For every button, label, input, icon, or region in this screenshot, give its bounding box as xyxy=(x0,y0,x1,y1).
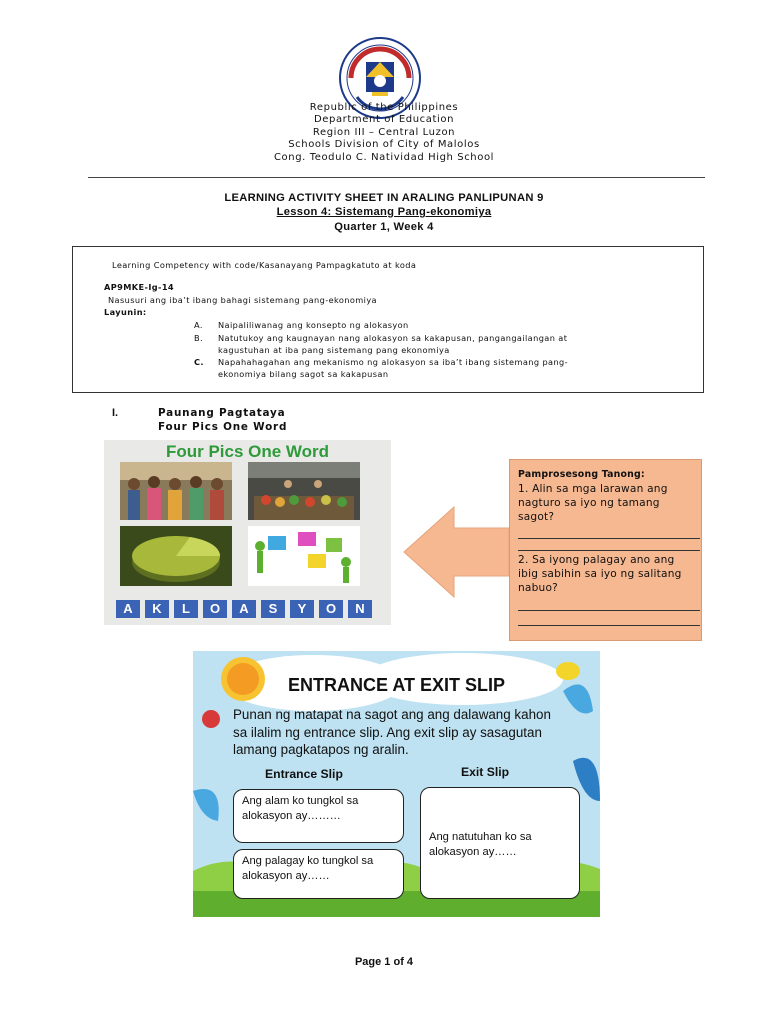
letter-tile: K xyxy=(145,600,169,618)
letter-tile: L xyxy=(174,600,198,618)
letter-tile: A xyxy=(116,600,140,618)
header-region: Region III – Central Luzon xyxy=(312,127,456,138)
entrance-slip-box-know[interactable] xyxy=(233,789,404,843)
objective-letter-c: C. xyxy=(194,357,204,367)
question-1-line2: nagturo sa iyo ng tamang xyxy=(518,497,660,509)
header-divider xyxy=(88,177,705,178)
objective-c-line1: Napahahagahan ang mekanismo ng alokasyon sa iba’t ibang sistemang pang- xyxy=(218,357,569,367)
four-pics-panel xyxy=(104,440,391,625)
header-division: Schools Division of City of Malolos xyxy=(288,139,480,150)
slip-instruction-line: lamang pagkatapos ng aralin. xyxy=(233,742,409,757)
slip-box-line: Ang natutuhan ko sa xyxy=(429,831,532,843)
question-2-line2: ibig sabihin sa iyo ng salitang xyxy=(518,568,682,580)
entrance-slip-box-opinion[interactable] xyxy=(233,849,404,899)
letter-tile: O xyxy=(203,600,227,618)
letter-tile: O xyxy=(319,600,343,618)
questions-box xyxy=(509,459,702,641)
header-republic: Republic of the Philippines xyxy=(309,102,459,113)
question-1-line3: sagot? xyxy=(518,511,555,523)
left-arrow-icon xyxy=(402,506,510,598)
objective-letter-b: B. xyxy=(194,333,204,343)
entrance-slip-label: Entrance Slip xyxy=(265,767,343,781)
page-number: Page 1 of 4 xyxy=(354,956,414,968)
letter-tile: S xyxy=(261,600,285,618)
slip-box-line: alokasyon ay……… xyxy=(242,810,341,822)
entrance-exit-slip xyxy=(193,651,600,917)
exit-slip-label: Exit Slip xyxy=(461,765,510,779)
questions-heading: Pamprosesong Tanong: xyxy=(518,469,645,480)
lesson-title: Lesson 4: Sistemang Pang-ekonomiya xyxy=(276,206,492,218)
slip-instruction-line: sa ilalim ng entrance slip. Ang exit slip ay sasagutan xyxy=(233,724,542,740)
header-school: Cong. Teodulo C. Natividad High School xyxy=(273,152,495,163)
puzzle-people-photo xyxy=(248,526,360,586)
question-1-line1: 1. Alin sa mga larawan ang xyxy=(518,483,668,495)
section-title-block xyxy=(158,406,287,434)
letter-tile: N xyxy=(348,600,372,618)
header-department: Department of Education xyxy=(313,114,455,125)
answer-line xyxy=(518,538,700,539)
sheet-title: LEARNING ACTIVITY SHEET IN ARALING PANLIPUNAN 9 xyxy=(224,192,544,204)
crowd-photo xyxy=(120,462,232,520)
slip-instructions xyxy=(233,706,573,759)
answer-line xyxy=(518,550,700,551)
competency-description: Nasusuri ang iba’t ibang bahagi sistemang pang-ekonomiya xyxy=(108,295,377,305)
section-title: Paunang Pagtataya xyxy=(158,407,286,419)
quarter-week: Quarter 1, Week 4 xyxy=(334,221,434,233)
question-2-line1: 2. Sa iyong palagay ano ang xyxy=(518,554,675,566)
section-subtitle: Four Pics One Word xyxy=(158,421,288,433)
slip-box-line: alokasyon ay…… xyxy=(429,846,517,858)
pie-chart-photo xyxy=(120,526,232,586)
slip-title: ENTRANCE AT EXIT SLIP xyxy=(287,675,505,695)
slip-box-line: Ang alam ko tungkol sa xyxy=(242,795,359,807)
four-pics-title: Four Pics One Word xyxy=(165,442,330,461)
objective-a: Naipaliliwanag ang konsepto ng alokasyon xyxy=(218,320,409,330)
objective-c-line2: ekonomiya bilang sagot sa kakapusan xyxy=(218,369,389,379)
objective-b-line2: kagustuhan at iba pang sistemang pang ekonomiya xyxy=(218,345,450,355)
slip-box-line: alokasyon ay…… xyxy=(242,870,330,882)
letter-tile: Y xyxy=(290,600,314,618)
exit-slip-box[interactable] xyxy=(420,787,580,899)
letter-tile: A xyxy=(232,600,256,618)
layunin-label: Layunin: xyxy=(104,307,147,317)
slip-box-line: Ang palagay ko tungkol sa xyxy=(242,855,374,867)
answer-line xyxy=(518,610,700,611)
answer-line xyxy=(518,625,700,626)
market-photo xyxy=(248,462,360,520)
question-2-line3: nabuo? xyxy=(518,582,558,594)
objective-letter-a: A. xyxy=(194,320,203,330)
objective-b-line1: Natutukoy ang kaugnayan nang alokasyon sa kakapusan, pangangailangan at xyxy=(218,333,568,343)
competency-code: AP9MKE-Ig-14 xyxy=(104,282,175,292)
slip-instruction-line: Punan ng matapat na sagot ang ang dalawang kahon xyxy=(233,707,551,722)
section-number: I. xyxy=(112,407,119,419)
competency-heading: Learning Competency with code/Kasanayang Pampagkatuto at koda xyxy=(112,260,417,270)
